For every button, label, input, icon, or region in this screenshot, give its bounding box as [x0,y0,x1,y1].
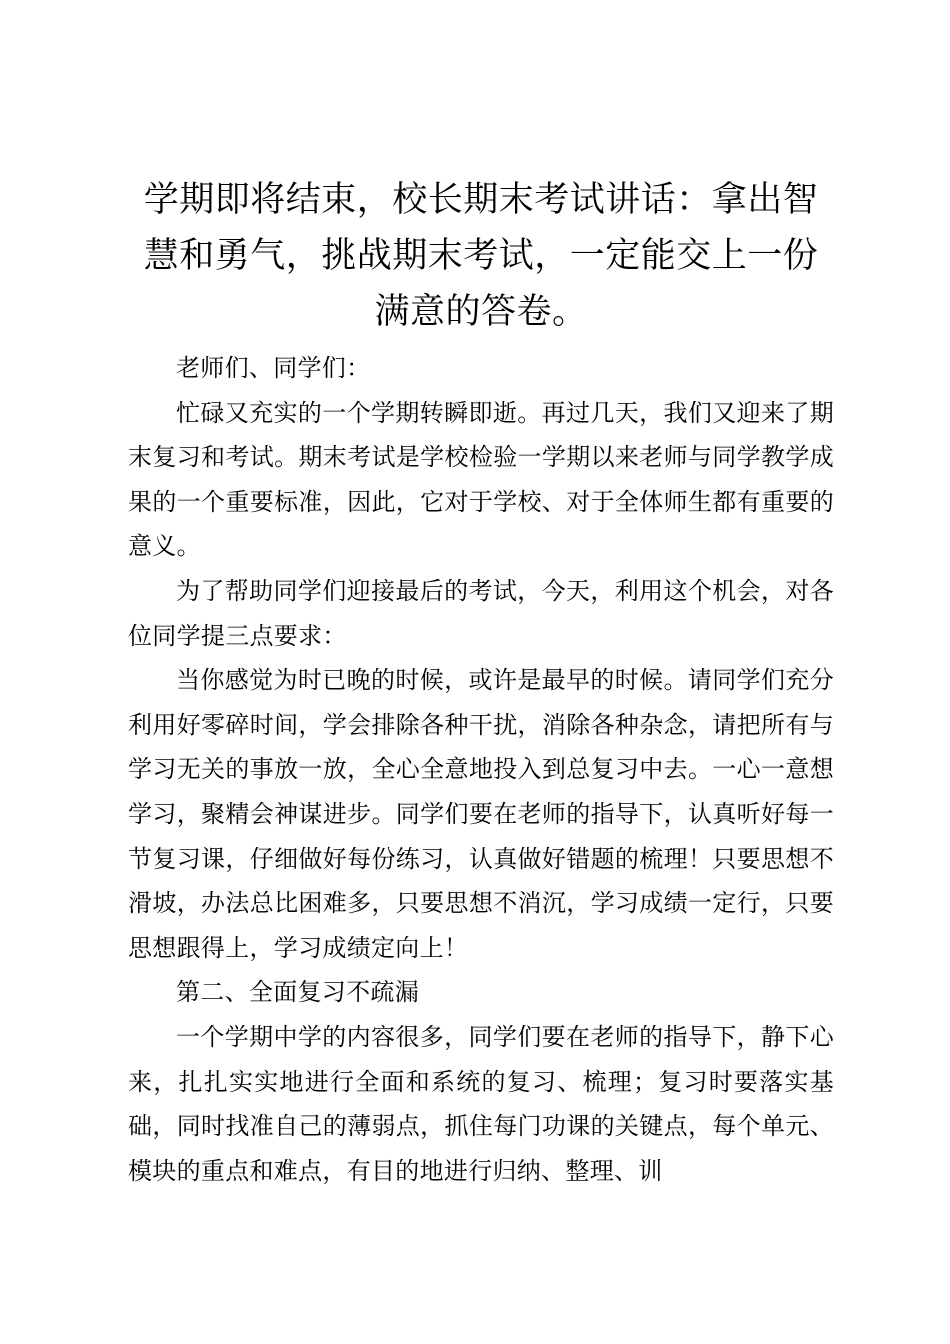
document-page [128,172,834,1193]
paragraph-requirements: 为了帮助同学们迎接最后的考试，今天，利用这个机会，对各位同学提三点要求： [128,576,834,650]
paragraph-intro: 忙碌又充实的一个学期转瞬即逝。再过几天，我们又迎来了期末复习和考试。期末考试是学校检验一学期以来老师与同学教学成果的一个重要标准，因此，它对于学校、对于全体师生都有重要的意义。 [128,398,834,561]
section-heading-point-two: 第二、全面复习不疏漏 [176,978,419,1007]
paragraph-point-two: 一个学期中学的内容很多，同学们要在老师的指导下，静下心来，扎扎实实地进行全面和系统的复习、梳理；复习时要落实基础，同时找准自己的薄弱点，抓住每门功课的关键点，每个单元、模块的重点和难点，有目的地进行归纳、整理、训 [128,1022,834,1185]
paragraph-point-one: 当你感觉为时已晚的时候，或许是最早的时候。请同学们充分利用好零碎时间，学会排除各种干扰，消除各种杂念，请把所有与学习无关的事放一放，全心全意地投入到总复习中去。一心一意想学习，聚精会神谋进步。同学们要在老师的指导下，认真听好每一节复习课，仔细做好每份练习，认真做好错题的梳理！只要思想不滑坡，办法总比困难多，只要思想不消沉，学习成绩一定行，只要思想跟得上，学习成绩定向上！ [128,666,834,962]
paragraph-salutation: 老师们、同学们： [176,354,371,382]
document-title: 学期即将结束，校长期末考试讲话：拿出智慧和勇气，挑战期末考试，一定能交上一份满意的答卷。 [143,180,819,332]
